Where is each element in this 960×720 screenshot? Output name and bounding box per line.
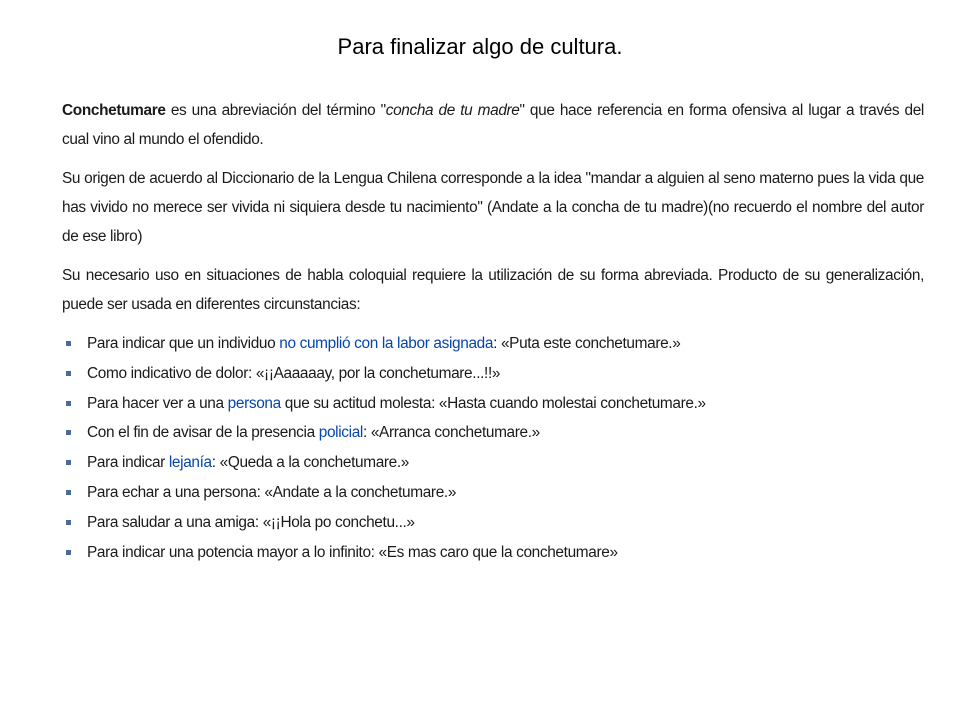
list-item-text: Para hacer ver a una	[87, 394, 228, 412]
paragraph-origin: Su origen de acuerdo al Diccionario de la Lengua Chilena corresponde a la idea "mandar a alguien al seno materno pues la vida que has vivido no merece ser vivida ni siquiera desde tu nacimiento" (Andate a la concha de tu madre)(no recuerdo el nombre del autor de ese libro)	[62, 170, 924, 245]
bullet-icon	[66, 371, 71, 376]
phrase-italic: concha de tu madre	[385, 102, 520, 119]
definition-text-2: " que hace referencia en forma ofensiva al lugar a través del cual vino al mundo el ofendido.	[62, 102, 925, 148]
list-item-text: Para indicar	[87, 454, 169, 472]
list-item-text: que su actitud molesta: «Hasta cuando molestai conchetumare.»	[280, 394, 706, 412]
list-item	[62, 538, 924, 568]
list-item-text: Con el fin de avisar de la presencia	[87, 424, 319, 442]
list-item	[62, 448, 924, 478]
list-item	[62, 329, 924, 359]
list-item-text: Para indicar una potencia mayor a lo infinito: «Es mas caro que la conchetumare»	[87, 543, 618, 561]
bullet-icon	[66, 430, 71, 435]
link-labor-asignada[interactable]: no cumplió con la labor asignada	[279, 335, 494, 352]
bullet-icon	[66, 490, 71, 495]
list-item	[62, 508, 924, 538]
usage-list	[62, 329, 924, 567]
list-item-text: : «Queda a la conchetumare.»	[211, 454, 410, 472]
bullet-icon	[66, 401, 71, 406]
list-item	[62, 359, 924, 389]
definition-text-1: es una abreviación del término "	[165, 102, 386, 119]
paragraph-usage: Su necesario uso en situaciones de habla coloquial requiere la utilización de su forma abreviada. Producto de su generalización, puede ser usada en diferentes circunstancias:	[62, 267, 924, 313]
bullet-icon	[66, 520, 71, 525]
list-item-text: Para indicar que un individuo	[87, 335, 280, 352]
list-item-text: : «Puta este conchetumare.»	[493, 335, 681, 352]
list-item	[62, 478, 924, 508]
list-item	[62, 389, 924, 419]
slide-title: Para finalizar algo de cultura.	[337, 34, 623, 59]
bullet-icon	[66, 550, 71, 555]
link-lejania[interactable]: lejanía	[168, 454, 212, 472]
list-item	[62, 418, 924, 448]
list-item-text: Para saludar a una amiga: «¡¡Hola po conchetu...»	[87, 513, 415, 531]
bullet-icon	[66, 460, 71, 465]
bullet-icon	[66, 341, 71, 346]
list-item-text: Para echar a una persona: «Andate a la conchetumare.»	[87, 483, 457, 501]
term-bold: Conchetumare	[62, 102, 166, 119]
article-excerpt	[62, 96, 924, 567]
list-item-text: : «Arranca conchetumare.»	[363, 424, 540, 442]
link-persona[interactable]: persona	[227, 394, 281, 412]
link-policial[interactable]: policial	[318, 424, 363, 442]
list-item-text: Como indicativo de dolor: «¡¡Aaaaaay, por la conchetumare...!!»	[87, 364, 501, 382]
paragraph-definition	[62, 96, 924, 154]
